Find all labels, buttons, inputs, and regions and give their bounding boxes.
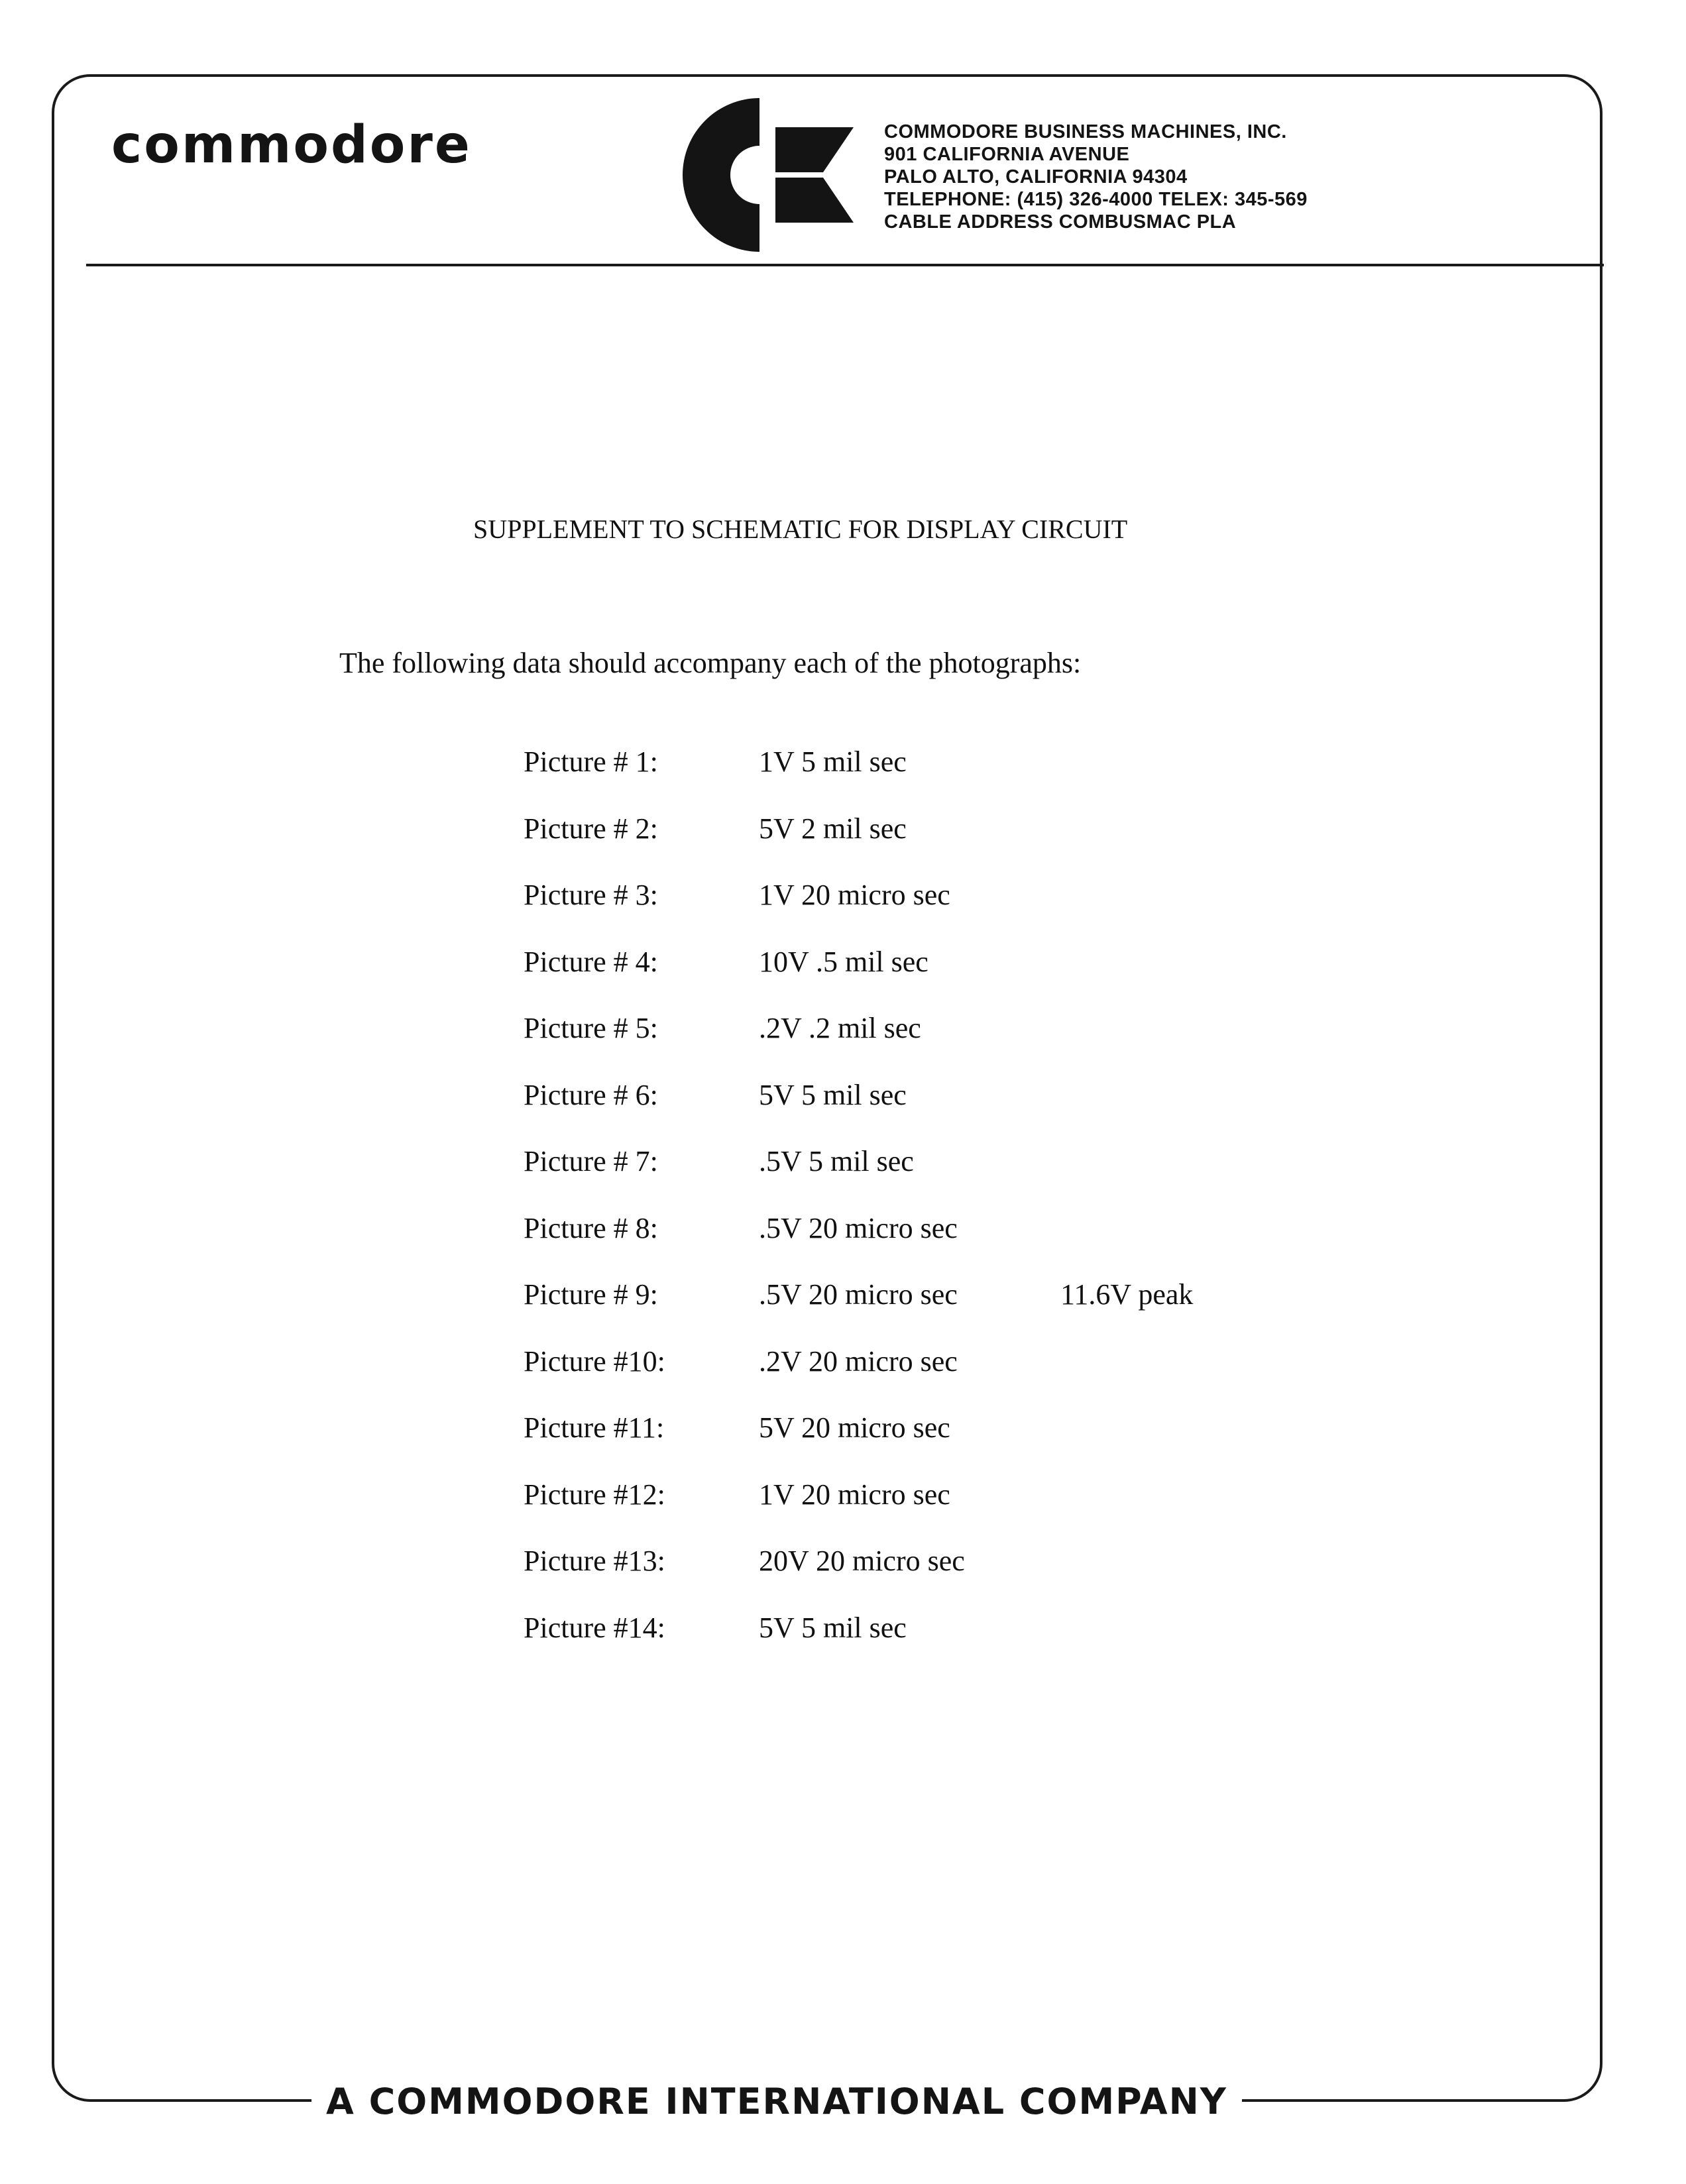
- picture-spec: 5V 5 mil sec: [759, 1078, 907, 1111]
- intro-text: The following data should accompany each of the photographs:: [339, 647, 1082, 679]
- picture-spec: 20V 20 micro sec: [759, 1545, 965, 1577]
- footer-tagline: A COMMODORE INTERNATIONAL COMPANY: [311, 2075, 1242, 2128]
- picture-label: Picture # 1:: [524, 745, 658, 778]
- picture-label: Picture # 5:: [524, 1012, 658, 1044]
- picture-entry: [524, 809, 965, 876]
- picture-spec: 5V 20 micro sec: [759, 1411, 950, 1444]
- picture-entry: [524, 1275, 1194, 1342]
- picture-spec: .5V 5 mil sec: [759, 1145, 914, 1177]
- picture-label: Picture #12:: [524, 1478, 665, 1511]
- address-line: COMMODORE BUSINESS MACHINES, INC.: [884, 121, 1287, 142]
- address-line: PALO ALTO, CALIFORNIA 94304: [884, 166, 1188, 188]
- picture-label: Picture # 2:: [524, 812, 658, 845]
- picture-spec: 5V 2 mil sec: [759, 812, 907, 845]
- picture-entry: [524, 1009, 965, 1075]
- picture-entry: [524, 1408, 965, 1475]
- picture-spec: .2V 20 micro sec: [759, 1344, 958, 1378]
- picture-spec: .2V .2 mil sec: [759, 1012, 921, 1044]
- address-line: TELEPHONE: (415) 326-4000 TELEX: 345-569: [884, 189, 1308, 210]
- picture-entry: [524, 1608, 965, 1675]
- document-title: SUPPLEMENT TO SCHEMATIC FOR DISPLAY CIRCUIT: [473, 514, 1128, 544]
- picture-label: Picture # 9:: [524, 1278, 658, 1311]
- picture-entry: [524, 875, 965, 942]
- picture-entry: [524, 1075, 965, 1142]
- picture-spec: .5V 20 micro sec: [759, 1278, 958, 1311]
- picture-entry: [524, 1475, 965, 1542]
- address-line: CABLE ADDRESS COMBUSMAC PLA: [884, 211, 1237, 233]
- picture-spec: 1V 20 micro sec: [759, 879, 950, 911]
- company-address-block: [884, 121, 1308, 233]
- picture-entry: [524, 1342, 965, 1409]
- picture-entry: [524, 942, 965, 1009]
- picture-spec: 5V 5 mil sec: [759, 1611, 907, 1644]
- picture-spec: 1V 20 micro sec: [759, 1478, 950, 1511]
- picture-label: Picture #14:: [524, 1611, 665, 1644]
- picture-entry: [524, 1209, 965, 1276]
- picture-label: Picture # 8:: [524, 1211, 658, 1244]
- picture-entry: [524, 742, 965, 809]
- picture-entry: [524, 1541, 965, 1608]
- header-divider: [86, 264, 1604, 266]
- picture-list: [524, 742, 1194, 1674]
- commodore-logo-icon: [683, 98, 855, 252]
- picture-entry: [524, 1142, 965, 1209]
- picture-peak-note: 11.6V peak: [1060, 1278, 1194, 1311]
- picture-label: Picture # 4:: [524, 945, 658, 978]
- picture-label: Picture # 6:: [524, 1078, 658, 1111]
- picture-label: Picture # 3:: [524, 879, 658, 911]
- address-line: 901 CALIFORNIA AVENUE: [884, 144, 1130, 165]
- picture-label: Picture #13:: [524, 1545, 665, 1577]
- picture-label: Picture # 7:: [524, 1145, 658, 1177]
- picture-spec: 1V 5 mil sec: [759, 745, 907, 778]
- company-wordmark: commodore: [111, 115, 472, 175]
- picture-spec: 10V .5 mil sec: [759, 945, 928, 978]
- picture-spec: .5V 20 micro sec: [759, 1211, 958, 1244]
- picture-label: Picture #10:: [524, 1344, 665, 1378]
- picture-label: Picture #11:: [524, 1411, 665, 1444]
